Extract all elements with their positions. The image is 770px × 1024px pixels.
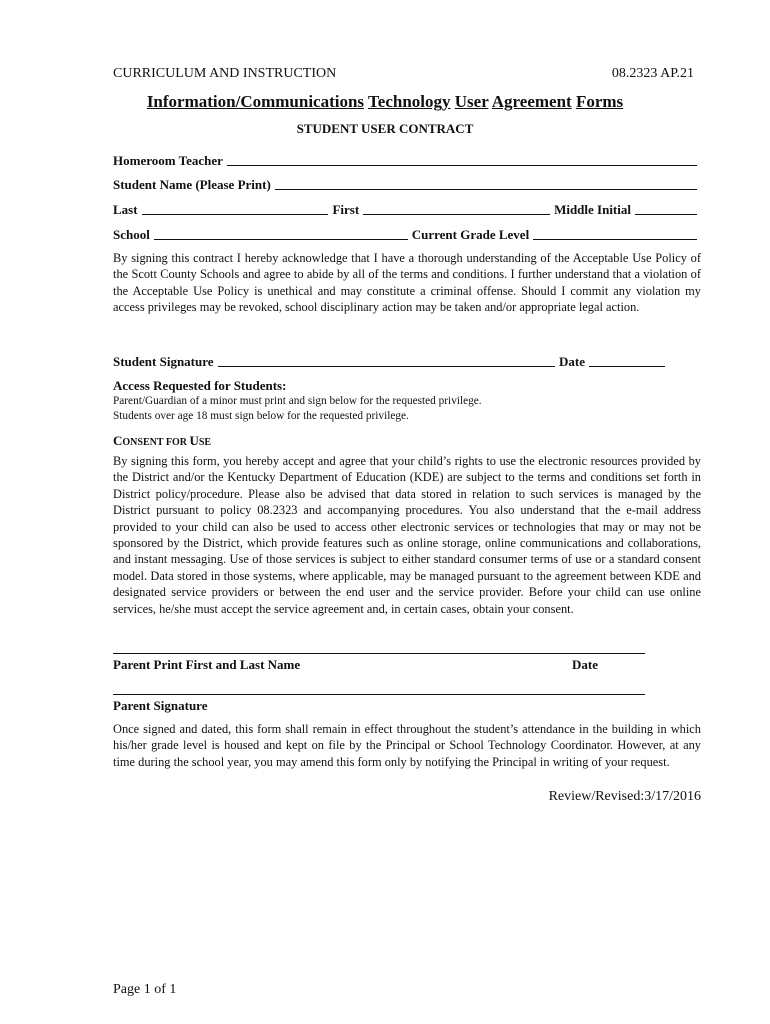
homeroom-teacher-label: Homeroom Teacher: [113, 153, 223, 168]
student-signature-date-label: Date: [559, 354, 585, 369]
grade-level-label: Current Grade Level: [411, 227, 530, 242]
homeroom-teacher-row: [113, 153, 701, 169]
middle-initial-field[interactable]: [635, 214, 697, 215]
document-subtitle: STUDENT USER CONTRACT: [296, 121, 474, 136]
student-name-label: Student Name (Please Print): [113, 177, 271, 192]
middle-initial-label: Middle Initial: [554, 202, 631, 217]
last-name-label: Last: [113, 202, 138, 217]
title-word: Agreement: [491, 92, 572, 111]
name-parts-row: [113, 202, 701, 218]
header-section-label: CURRICULUM AND INSTRUCTION: [113, 66, 337, 81]
access-line-parent: Parent/Guardian of a minor must print and sign below for the requested privilege.: [113, 395, 482, 407]
title-word: Forms: [575, 92, 624, 111]
first-name-field[interactable]: [363, 214, 550, 215]
consent-heading-rest: SE: [198, 437, 212, 448]
parent-signature-line[interactable]: [113, 694, 645, 695]
parent-name-line[interactable]: [113, 653, 645, 654]
page-number: Page 1 of 1: [113, 982, 177, 997]
consent-heading-cap: C: [113, 433, 123, 448]
closing-paragraph: Once signed and dated, this form shall remain in effect throughout the student’s attendance in the building in which his/her grade level is housed and kept on file by the Principal or School Technology Coordinator. However, at any time during the school year, you may amend this form only by notifying the Principal in writing of your request.: [113, 722, 701, 769]
parent-date-label: Date: [572, 657, 598, 672]
first-name-label: First: [332, 202, 360, 217]
title-word: Technology: [368, 92, 451, 111]
student-signature-field[interactable]: [218, 366, 555, 367]
consent-heading-cap: U: [189, 433, 199, 448]
consent-paragraph: By signing this form, you hereby accept and agree that your child’s rights to use the electronic resources provided by the District and/or the Kentucky Department of Education (KDE) are subject to the terms and conditions set forth in District policy/procedure. Please also be advised that data stored in relation to such services is managed by the District pursuant to policy 08.2323 and accompanying procedures. You also understand that the e-mail address provided to your child can also be used to access other electronic services or technologies that may or may not be sponsored by the District, which provide features such as online storage, online communications and collaborations, and instant messaging. Use of those services is subject to either standard consumer terms of use or a standard consent model. Data stored in those systems, where applicable, may be managed pursuant to the agreement between KDE and designated service providers or between the end user and the service provider. Before your child can use online services, he/she must accept the service agreement and, in certain cases, obtain your consent.: [113, 454, 701, 616]
student-signature-label: Student Signature: [113, 354, 214, 369]
school-field[interactable]: [154, 239, 408, 240]
header-policy-code: 08.2323 AP.21: [611, 66, 694, 81]
title-word: Information/Communications: [146, 92, 365, 111]
grade-level-field[interactable]: [533, 239, 697, 240]
document-title: [0, 92, 770, 112]
student-signature-row: [113, 354, 669, 370]
school-grade-row: [113, 227, 701, 243]
access-heading: Access Requested for Students:: [113, 378, 287, 393]
student-name-field[interactable]: [275, 189, 697, 190]
consent-heading-rest: ONSENT FOR: [122, 437, 190, 448]
student-signature-date-field[interactable]: [589, 366, 665, 367]
title-word: User: [454, 92, 489, 111]
school-label: School: [113, 227, 150, 242]
consent-heading: [113, 433, 211, 449]
parent-signature-label: Parent Signature: [113, 698, 208, 713]
review-revised-date: Review/Revised:3/17/2016: [548, 789, 701, 804]
access-line-adult: Students over age 18 must sign below for the requested privilege.: [113, 410, 409, 422]
homeroom-teacher-field[interactable]: [227, 165, 697, 166]
agreement-paragraph: By signing this contract I hereby acknowledge that I have a thorough understanding of the Acceptable Use Policy of the Scott County Schools and agree to abide by all of the terms and conditions. I further understand that a violation of the Acceptable Use Policy is unethical and may constitute a criminal offense. Should I commit any violation my access privileges may be revoked, school disciplinary action may be taken and/or appropriate legal action.: [113, 251, 701, 315]
last-name-field[interactable]: [142, 214, 329, 215]
student-name-row: [113, 177, 701, 193]
parent-print-name-label: Parent Print First and Last Name: [113, 657, 301, 672]
